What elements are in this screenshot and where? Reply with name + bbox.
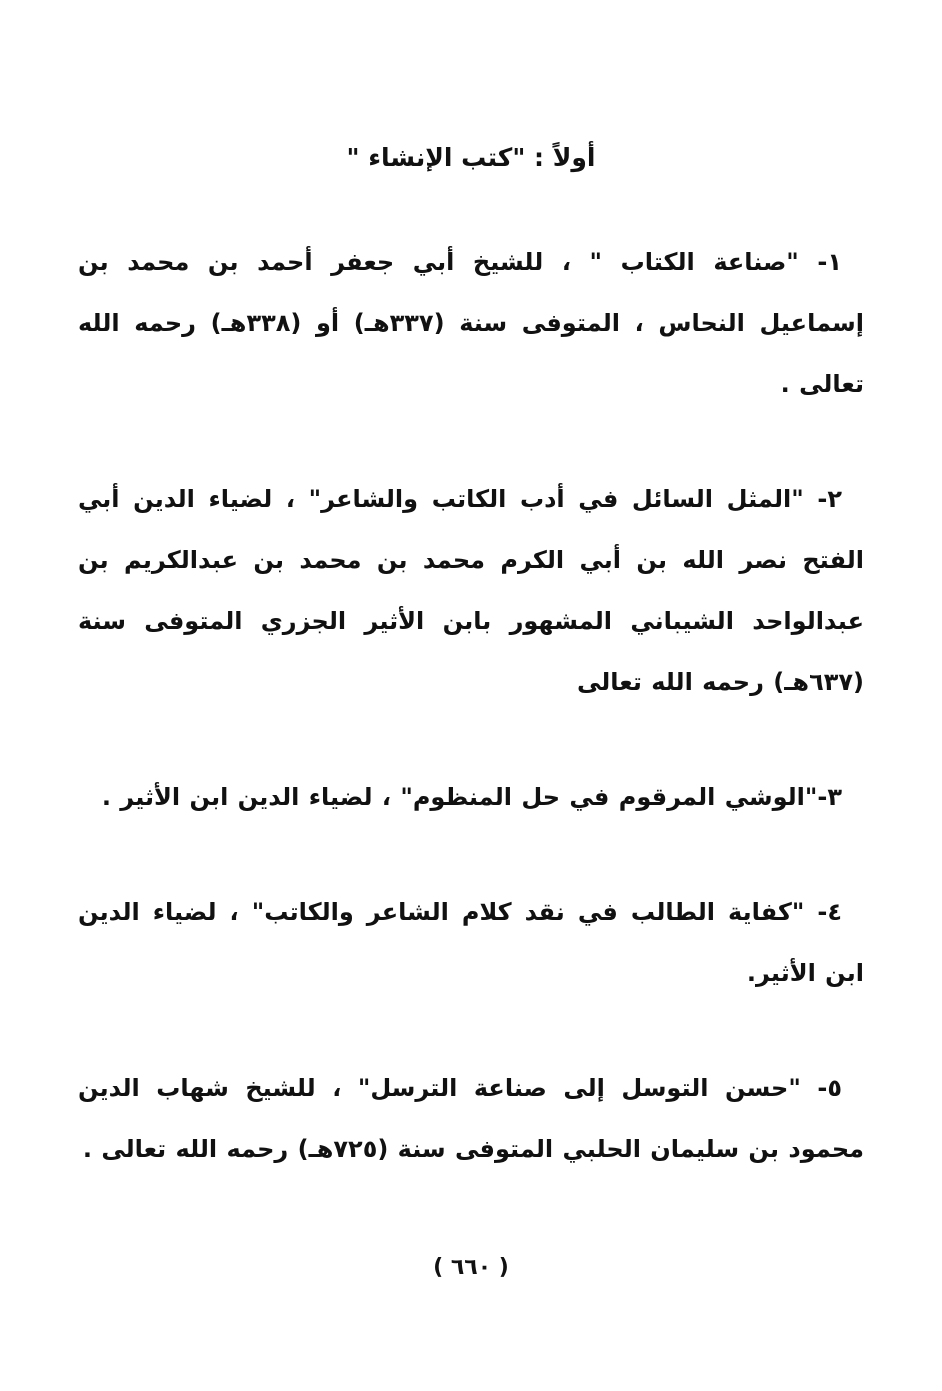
entry-5: ٥- "حسن التوسل إلى صناعة الترسل" ، للشيخ شهاب الدين محمود بن سليمان الحلبي المتوفى سنة (٧٢٥هـ) رحمه الله تعالى . [78,1074,864,1163]
page-number: ( ٦٦٠ ) [433,1255,509,1280]
document-page [78,0,864,1391]
entry-3: ٣-"الوشي المرقوم في حل المنظوم" ، لضياء الدين ابن الأثير . [101,783,842,811]
entry-2: ٢- "المثل السائل في أدب الكاتب والشاعر" ، لضياء الدين أبي الفتح نصر الله بن أبي الكرم محمد بن محمد بن عبدالكريم بن عبدالواحد الشيباني المشهور بابن الأثير الجزري المتوفى سنة (٦٣٧هـ) رحمه الله تعالى [78,485,864,696]
entry-4: ٤- "كفاية الطالب في نقد كلام الشاعر والكاتب" ، لضياء الدين ابن الأثير. [78,898,864,987]
entry-1: ١- "صناعة الكتاب " ، للشيخ أبي جعفر أحمد بن محمد بن إسماعيل النحاس ، المتوفى سنة (٣٣٧هـ) أو (٣٣٨هـ) رحمه الله تعالى . [78,248,864,398]
entries-list [78,232,864,1234]
section-heading: أولاً : "كتب الإنشاء " [346,143,596,172]
